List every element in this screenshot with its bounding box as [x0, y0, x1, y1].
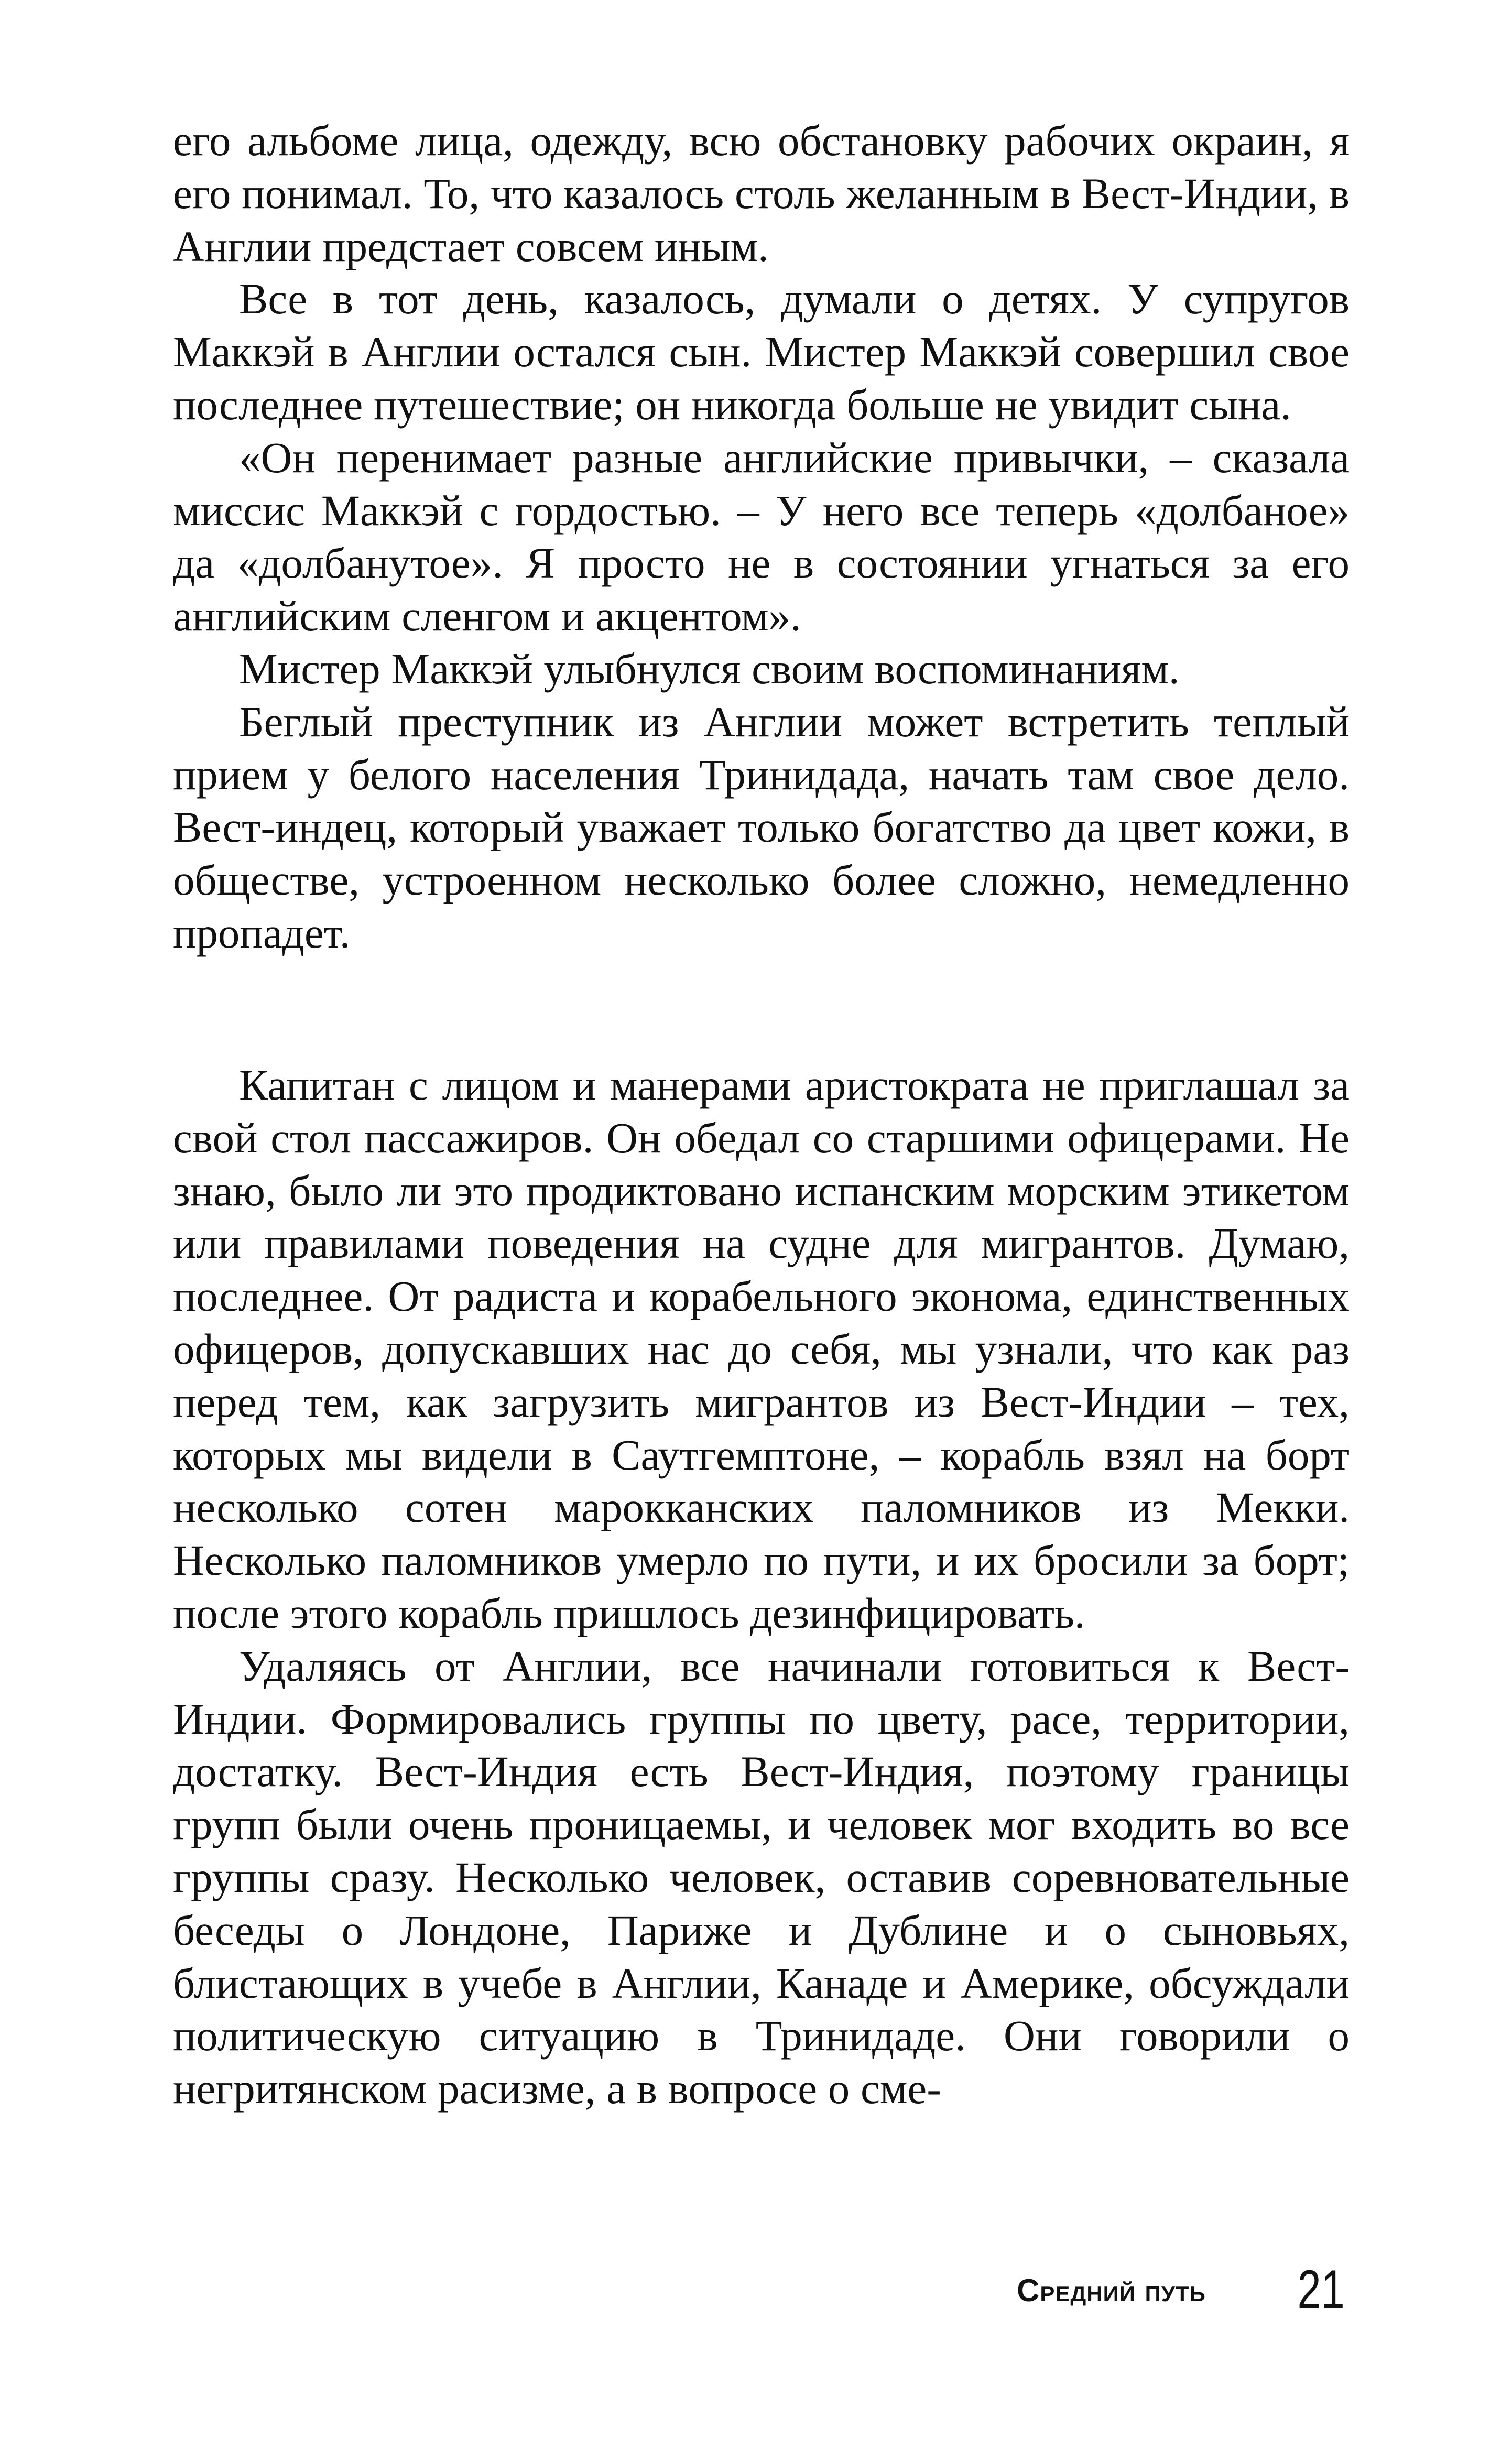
page-number: 21 — [1297, 2259, 1345, 2320]
running-title: Средний путь — [1017, 2273, 1206, 2308]
paragraph-6: Капитан с лицом и манерами аристократа не приглашал за свой стол пассажиров. Он обедал со старшими офицерами. Не знаю, было ли это продиктовано испанским морским этикетом или правилами поведения на судне для мигрантов. Думаю, последнее. От радиста и корабельного эконома, единственных офицеров, допускавших нас до себя, мы узнали, что как раз перед тем, как загрузить мигрантов из Вест-Индии – тех, которых мы видели в Саутгемптоне, – корабль взял на борт несколько сотен марокканских паломников из Мекки. Несколько паломников умерло по пути, и их бросили за борт; после этого корабль пришлось дезинфицировать. — [173, 1061, 1350, 1637]
paragraph-2: Все в тот день, казалось, думали о детях. У супругов Маккэй в Англии остался сын. Мистер Маккэй совершил свое последнее путешествие; он никогда больше не увидит сына. — [173, 275, 1350, 429]
page-footer — [1017, 2259, 1352, 2322]
paragraph-3: «Он перенимает разные английские привычки, – сказала миссис Маккэй с гордостью. – У него все теперь «долбаное» да «долбанутое». Я просто не в состоянии угнаться за его английским сленгом и акцентом». — [173, 433, 1350, 640]
paragraph-1: его альбоме лица, одежду, всю обстановку рабочих окраин, я его понимал. То, что казалось столь желанным в Вест-Индии, в Англии предстает совсем иным. — [173, 116, 1350, 270]
text-section-bottom — [173, 1059, 1350, 2115]
paragraph-4: Мистер Маккэй улыбнулся своим воспоминаниям. — [239, 644, 1180, 693]
paragraph-5: Беглый преступник из Англии может встретить теплый прием у белого населения Тринидада, начать там свое дело. Вест-индец, который уважает только богатство да цвет кожи, в обществе, устроенном несколько более сложно, немедленно пропадет. — [173, 697, 1350, 957]
text-section-top — [173, 114, 1350, 960]
paragraph-7: Удаляясь от Англии, все начинали готовиться к Вест-Индии. Формировались группы по цвету, расе, территории, достатку. Вест-Индия есть Вест-Индия, поэтому границы групп были очень проницаемы, и человек мог входить во все группы сразу. Несколько человек, оставив соревновательные беседы о Лондоне, Париже и Дублине и о сыновьях, блистающих в учебе в Англии, Канаде и Америке, обсуждали политическую ситуацию в Тринидаде. Они говорили о негритянском расизме, а в вопросе о сме- — [173, 1641, 1350, 2113]
